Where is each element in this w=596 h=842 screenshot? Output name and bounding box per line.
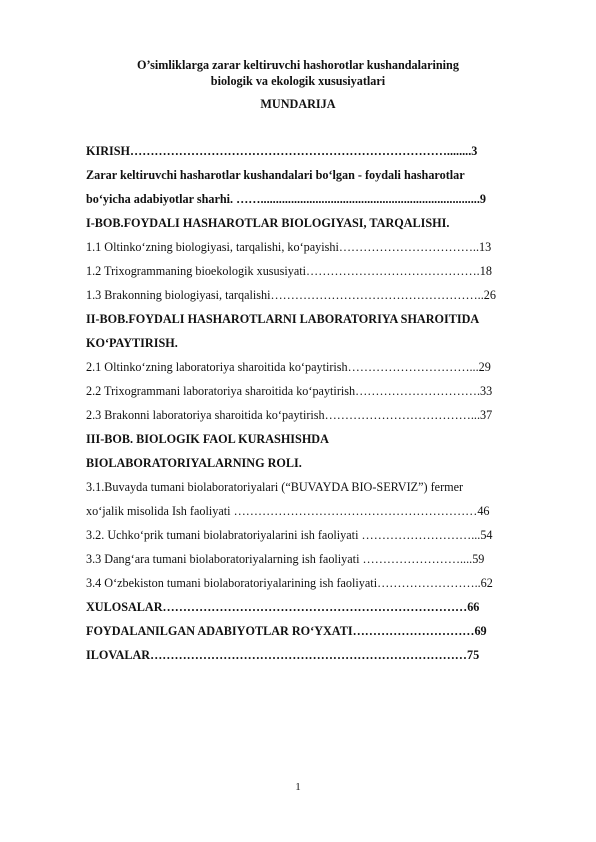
toc-entry: 1.1 Oltinko‘zning biologiyasi, tarqalishi, ko‘payishi……………………………..13 [86, 240, 492, 254]
document-title-line-2: biologik va ekologik xususiyatlari [210, 74, 386, 88]
toc-entry: FOYDALANILGAN ADABIYOTLAR RO‘YXATI…………………………69 [86, 624, 487, 638]
toc-entry: III-BOB. BIOLOGIK FAOL KURASHISHDA [86, 432, 329, 446]
toc-heading: MUNDARIJA [260, 97, 336, 111]
document-title-line-1: O’simliklarga zarar keltiruvchi hashorotlar kushandalarining [137, 58, 459, 72]
toc-entry: 2.2 Trixogrammani laboratoriya sharoitida ko‘paytirish………………………….33 [86, 384, 493, 398]
toc-entry: XULOSALAR…………………………………………………………………66 [86, 600, 480, 614]
toc-entry: 1.2 Trixogrammaning bioekologik xususiyati…………………………………….18 [86, 264, 492, 278]
toc-entry: 1.3 Brakonning biologiyasi, tarqalishi……………………………………………..26 [86, 288, 496, 302]
toc-entry: 3.3 Dang‘ara tumani biolaboratoriyalarning ish faoliyati ……………………....59 [86, 552, 485, 566]
toc-entry: KIRISH……………………………………………………………………........3 [86, 144, 478, 158]
toc-entry: Zarar keltiruvchi hasharotlar kushandalari bo‘lgan - foydali hasharotlar [86, 168, 465, 182]
toc-entry: 3.2. Uchko‘prik tumani biolabratoriyalarini ish faoliyati ………………………...54 [86, 528, 493, 542]
toc-entry: 3.1.Buvayda tumani biolaboratoriyalari (“BUVAYDA BIO-SERVIZ”) fermer [86, 480, 464, 494]
toc-entry: II-BOB.FOYDALI HASHAROTLARNI LABORATORIYA SHAROITIDA [86, 312, 480, 326]
toc-entry: 2.1 Oltinko‘zning laboratoriya sharoitida ko‘paytirish…………………………...29 [86, 360, 491, 374]
toc-entry: xo‘jalik misolida Ish faoliyati ……………………………………………………46 [86, 504, 490, 518]
page-number: 1 [295, 781, 301, 793]
toc-entry: bo‘yicha adabiyotlar sharhi. ……........................................................................9 [86, 192, 486, 206]
toc-entry: 2.3 Brakonni laboratoriya sharoitida ko‘paytirish………………………………...37 [86, 408, 493, 422]
toc-entry: ILOVALAR……………………………………………………………………75 [86, 648, 480, 662]
toc-entry: KO‘PAYTIRISH. [86, 336, 178, 350]
toc-entry: I-BOB.FOYDALI HASHAROTLAR BIOLOGIYASI, TARQALISHI. [86, 216, 450, 230]
toc-entry: BIOLABORATORIYALARNING ROLI. [86, 456, 302, 470]
toc-entry: 3.4 O‘zbekiston tumani biolaboratoriyalarining ish faoliyati……………………..62 [86, 576, 493, 590]
